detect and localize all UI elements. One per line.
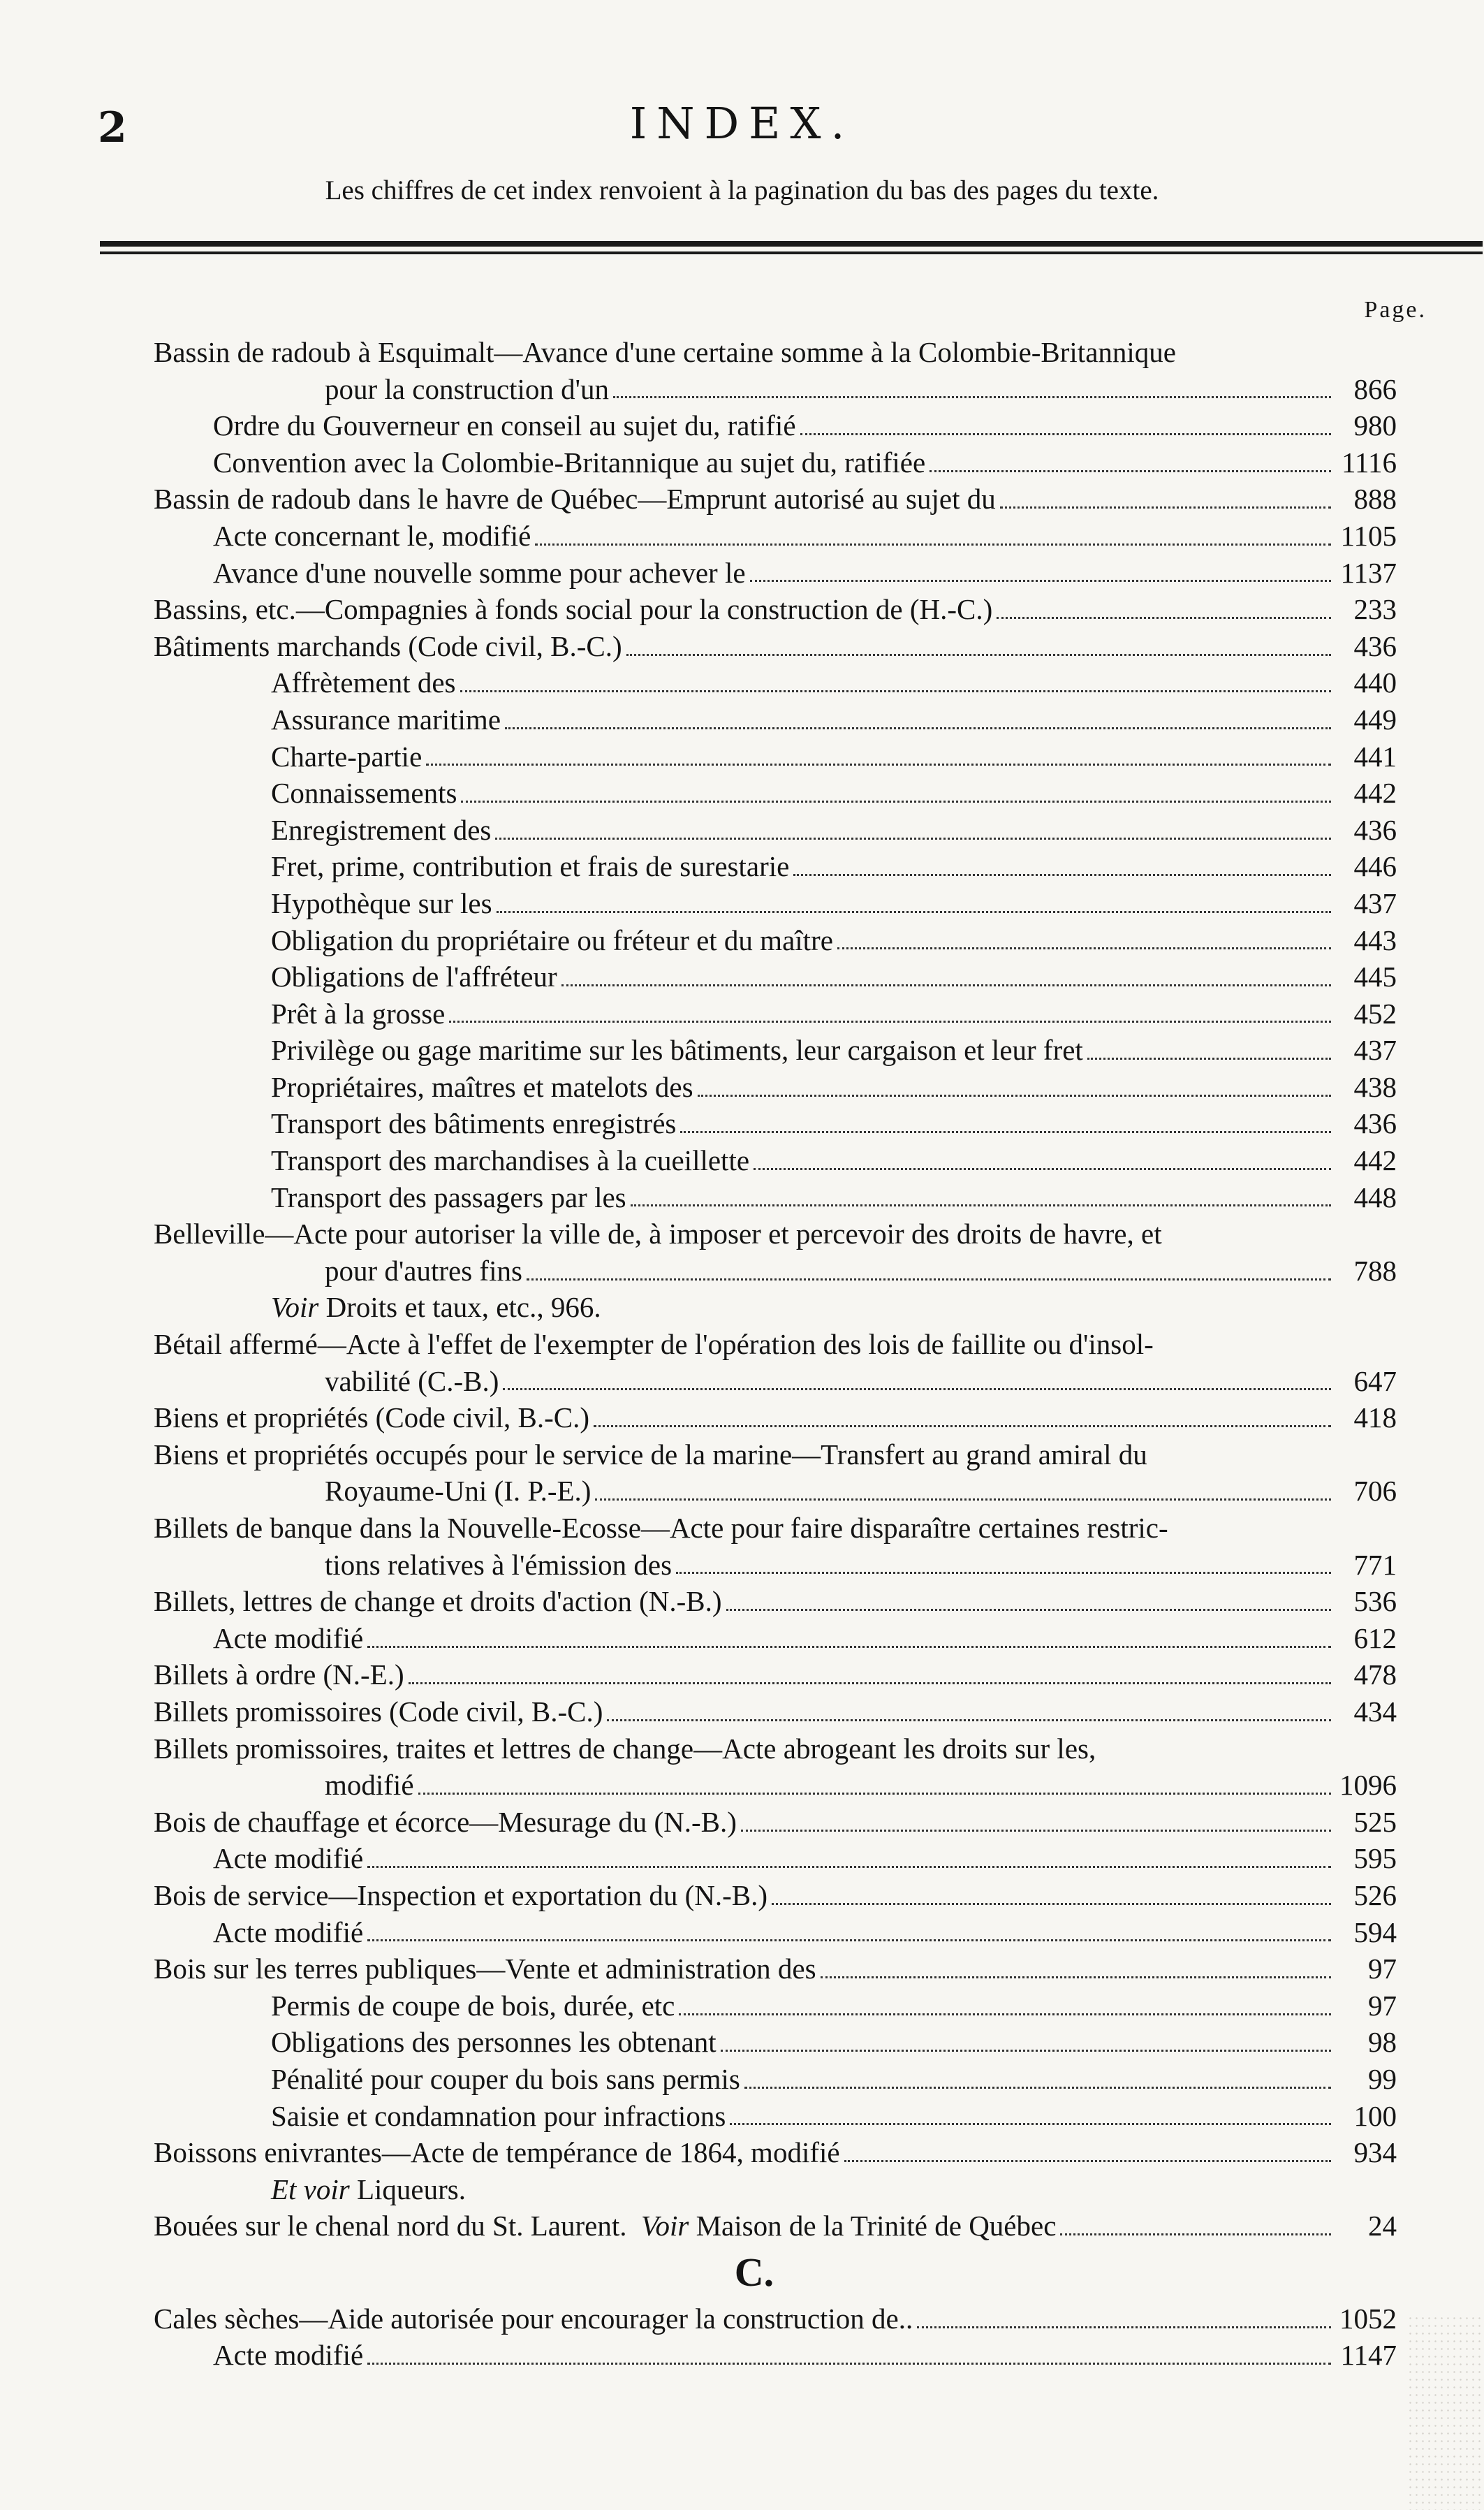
see-reference-target: Maison de la Trinité de Québec [689,2210,1057,2242]
index-entry-line [154,1693,1397,1730]
page-reference: 99 [1368,2062,1397,2095]
page-reference: 448 [1353,1181,1397,1213]
dot-leader [561,984,1331,986]
page-reference: 526 [1353,1878,1397,1911]
index-entry [154,2134,1397,2171]
page-reference: 595 [1353,1842,1397,1875]
index-entry-line [154,1547,1397,1584]
dot-leader [772,1903,1331,1905]
index-entry-label: Ordre du Gouverneur en conseil au sujet du, ratifié [213,409,796,442]
index-entry-label: Billets promissoires (Code civil, B.-C.) [154,1695,603,1728]
index-entry-line [154,701,1397,738]
page-reference: 437 [1353,1034,1397,1067]
dot-leader [844,2160,1331,2162]
dot-leader [449,1021,1331,1023]
index-entry-line [154,1804,1397,1841]
dot-leader [503,1388,1331,1390]
index-entry-label: pour la construction d'un [325,372,610,405]
index-entry [154,518,1397,555]
index-entry-label: Acte modifié [213,2339,364,2372]
dot-leader [997,617,1331,619]
index-entry-label: Acte modifié [213,1621,364,1654]
page-reference: 97 [1368,1953,1397,1985]
index-entry-line [154,555,1397,592]
dot-leader [426,764,1331,766]
page-reference: 97 [1368,1989,1397,2022]
subtitle: Les chiffres de cet index renvoient à la pagination du bas des pages du texte. [325,175,1159,205]
index-entry-line [154,1914,1397,1951]
header-rule-bottom [100,251,1483,254]
page-reference: 536 [1353,1585,1397,1618]
header-rule-top [100,241,1483,247]
index-entry-label: Enregistrement des [271,813,492,846]
index-entry-label: Boissons enivrantes—Acte de tempérance de 1864, modifié [154,2136,840,2169]
page-reference: 706 [1353,1475,1397,1508]
index-entry-label: Bétail affermé—Acte à l'effet de l'exempter de l'opération des lois de faillite ou d'insol- [154,1328,1154,1361]
dot-leader [367,1866,1331,1868]
dot-leader [367,1939,1331,1941]
page-reference: 788 [1353,1254,1397,1287]
index-entry-label: Bassins, etc.—Compagnies à fonds social pour la construction de (H.-C.) [154,593,993,626]
index-entry-label: Billets à ordre (N.-E.) [154,1658,404,1691]
index-entry-line [154,1583,1397,1620]
index-entry-line [154,775,1397,812]
index-entry-line [154,1473,1397,1510]
index-entry-label: Bassin de radoub à Esquimalt—Avance d'une certaine somme à la Colombie-Britannique [154,336,1176,368]
page-reference: 1105 [1340,519,1397,552]
dot-leader [461,801,1331,803]
index-entry [154,995,1397,1033]
index-entry [154,2171,1397,2208]
index-entry [154,848,1397,885]
index-entry-line [154,1253,1397,1290]
index-entry [154,1877,1397,1914]
index-entry [154,444,1397,481]
index-entry-line [154,1289,1397,1326]
dot-leader [730,2123,1331,2125]
index-entry [154,1142,1397,1179]
dot-leader [367,2363,1331,2365]
page-reference: 771 [1353,1548,1397,1581]
index-entry-label: Obligations de l'affréteur [271,961,557,993]
dot-leader [626,654,1331,656]
index-entry-line [154,334,1397,371]
page-reference: 612 [1353,1621,1397,1654]
index-entry-line [154,812,1397,849]
index-entry-line [154,958,1397,995]
page-reference: 442 [1353,1144,1397,1177]
index-entry-line [154,1767,1397,1804]
page-reference: 436 [1353,813,1397,846]
page-reference: 647 [1353,1364,1397,1397]
index-entry-line [154,664,1397,701]
page-reference: 449 [1353,703,1397,736]
index-entry-label: Connaissements [271,777,457,810]
index-entry-label: Fret, prime, contribution et frais de surestarie [271,850,790,883]
index-entry-label: Obligation du propriétaire ou fréteur et du maître [271,924,833,956]
dot-leader [497,911,1331,913]
page-reference: 594 [1353,1916,1397,1948]
index-entry-label: Biens et propriétés (Code civil, B.-C.) [154,1401,589,1434]
index-entry-label: Convention avec la Colombie-Britannique au sujet du, ratifiée [213,446,926,479]
index-entry-line [154,1950,1397,1987]
index-entry-label: Billets, lettres de change et droits d'action (N.-B.) [154,1585,722,1618]
index-entry-line [154,995,1397,1033]
page-reference: 1116 [1342,446,1397,479]
dot-leader [535,543,1331,546]
paper-speckle [1407,2314,1484,2510]
page-reference: 443 [1353,924,1397,956]
index-entry-line [154,1510,1397,1547]
dot-leader [527,1278,1331,1280]
page-reference: 436 [1353,1107,1397,1140]
index-entry [154,2208,1397,2245]
page-reference: 98 [1368,2026,1397,2059]
dot-leader [754,1168,1331,1170]
index-entry-label: Transport des passagers par les [271,1181,626,1213]
index-entry-label: Affrètement des [271,666,456,699]
index-entry-line [154,1032,1397,1069]
index-entry-line [154,885,1397,922]
index-entry-label: Bouées sur le chenal nord du St. Laurent. [154,2210,627,2242]
index-entry-line [154,848,1397,885]
index-entry-line [154,1105,1397,1142]
index-entry-line [154,1326,1397,1363]
page-reference: 866 [1353,372,1397,405]
index-entry [154,1950,1397,1987]
index-entry-line [154,628,1397,665]
dot-leader [837,947,1331,949]
index-entry [154,2300,1397,2337]
index-entry [154,1840,1397,1877]
index-entry [154,334,1397,407]
index-entry-label: Avance d'une nouvelle somme pour achever le [213,556,746,589]
index-entry-line [154,2171,1397,2208]
index-entry [154,1216,1397,1289]
index-entry [154,775,1397,812]
index-entry-line [154,1620,1397,1657]
dot-leader [1060,2233,1331,2235]
index-entry-line [154,1730,1397,1767]
index-entry-label: Hypothèque sur les [271,886,492,919]
index-entry [154,1436,1397,1510]
index-entry-label: Bois sur les terres publiques—Vente et administration des [154,1953,816,1985]
page-reference: 934 [1353,2136,1397,2169]
index-entry [154,591,1397,628]
dot-leader [460,690,1332,692]
section-letter-heading: C. [734,2249,774,2295]
page-reference: 434 [1353,1695,1397,1728]
index-entry-label: Saisie et condamnation pour infractions [271,2099,726,2132]
index-entry [154,1105,1397,1142]
index-entry-line [154,2300,1397,2337]
index-entry [154,1326,1397,1399]
page-reference: 24 [1368,2210,1397,2242]
index-entry [154,885,1397,922]
index-entry-label: Royaume-Uni (I. P.-E.) [325,1475,592,1508]
page-reference: 437 [1353,886,1397,919]
dot-leader [726,1609,1332,1611]
dot-leader [1000,506,1331,509]
index-entry-label: Bois de service—Inspection et exportation du (N.-B.) [154,1878,767,1911]
index-entry-label: Acte concernant le, modifié [213,519,531,552]
page-title: INDEX. [629,98,855,149]
index-entry [154,812,1397,849]
page-reference: 440 [1353,666,1397,699]
index-entry [154,407,1397,444]
index-entry-line [154,1399,1397,1436]
index-entry [154,2337,1397,2374]
index-entry-label: Privilège ou gage maritime sur les bâtiments, leur cargaison et leur fret [271,1034,1083,1067]
index-entry [154,1289,1397,1326]
index-entry-line [154,922,1397,959]
index-entry-line [154,1216,1397,1253]
index-entry-line [154,1069,1397,1106]
dot-leader [698,1095,1331,1097]
index-entry-line [154,591,1397,628]
index-entry-label: Obligations des personnes les obtenant [271,2026,717,2059]
page-reference: 446 [1353,850,1397,883]
index-entry-line [154,2098,1397,2135]
dot-leader [1087,1058,1331,1060]
page-reference: 442 [1353,777,1397,810]
index-entry-line [154,407,1397,444]
index-entry-label: Assurance maritime [271,703,501,736]
dot-leader [367,1646,1331,1648]
see-reference-word: Voir [640,2210,689,2242]
index-entry [154,1069,1397,1106]
index-entry-line [154,1877,1397,1914]
page-reference: 438 [1353,1070,1397,1103]
index-entry [154,1914,1397,1951]
index-entry-label: Bassin de radoub dans le havre de Québec—Emprunt autorisé au sujet du [154,483,996,516]
dot-leader [607,1719,1331,1721]
index-entry-line [154,371,1397,408]
see-reference-word: Voir [271,1291,319,1324]
page-reference: 233 [1353,593,1397,626]
index-entry-line [154,2061,1397,2098]
page-reference: 1147 [1340,2339,1397,2372]
dot-leader [631,1204,1331,1206]
page-reference: 418 [1353,1401,1397,1434]
index-entry [154,1032,1397,1069]
page-reference: 100 [1353,2099,1397,2132]
index-entry-label: Liqueurs. [356,2173,466,2205]
dot-leader [594,1425,1331,1427]
page-reference: 441 [1353,740,1397,773]
page-reference: 1096 [1339,1769,1397,1802]
index-entry-line [154,1656,1397,1693]
index-entry-label: Droits et taux, etc., 966. [325,1291,601,1324]
index-entry-line [154,1142,1397,1179]
page-reference: 445 [1353,961,1397,993]
page-reference: 980 [1353,409,1397,442]
dot-leader [721,2050,1331,2052]
index-entry [154,555,1397,592]
dot-leader [505,727,1331,729]
index-entry-label: Bâtiments marchands (Code civil, B.-C.) [154,629,622,662]
dot-leader [409,1682,1331,1684]
page-reference: 1052 [1339,2302,1397,2335]
index-entry-line [154,481,1397,518]
page-column-label: Page. [1364,297,1427,323]
page-reference: 478 [1353,1658,1397,1691]
index-entry-line [154,2134,1397,2171]
index-entry-label: Propriétaires, maîtres et matelots des [271,1070,693,1103]
index-entry [154,1179,1397,1216]
see-reference-word: Et voir [271,2173,350,2205]
dot-leader [821,1976,1331,1978]
index-entry-label: Acte modifié [213,1916,364,1948]
index-entry-label: Cales sèches—Aide autorisée pour encourager la construction de.. [154,2302,913,2335]
index-entry [154,628,1397,665]
index-entry [154,2098,1397,2135]
index-entry-label: modifié [325,1769,414,1802]
index-entry-line [154,1436,1397,1473]
dot-leader [679,2013,1331,2015]
page-reference: 436 [1353,629,1397,662]
index-entry [154,738,1397,775]
dot-leader [495,838,1331,840]
index-entry-label: Acte modifié [213,1842,364,1875]
index-entry-label: Prêt à la grosse [271,997,446,1030]
index-entry-line [154,1840,1397,1877]
index-entry [154,1583,1397,1620]
index-entry [154,922,1397,959]
index-entry-line [154,738,1397,775]
index-entry-label: Billets de banque dans la Nouvelle-Ecosse—Acte pour faire disparaître certaines restric- [154,1512,1168,1544]
dot-leader [680,1131,1331,1133]
index-entry-label: vabilité (C.-B.) [325,1364,499,1397]
index-entry [154,2024,1397,2061]
index-entry [154,701,1397,738]
index-entries [154,334,1397,2374]
dot-leader [744,2087,1331,2089]
index-entry-line [154,518,1397,555]
index-entry [154,1399,1397,1436]
page-reference: 888 [1353,483,1397,516]
dot-leader [930,470,1331,472]
index-entry-label: Permis de coupe de bois, durée, etc [271,1989,675,2022]
index-entry [154,1693,1397,1730]
index-entry [154,1730,1397,1804]
index-entry-label: Transport des marchandises à la cueillette [271,1144,750,1177]
index-entry-line [154,444,1397,481]
index-entry-label: Belleville—Acte pour autoriser la ville de, à imposer et percevoir des droits de havre, et [154,1218,1162,1250]
index-entry [154,664,1397,701]
index-entry-label: Bois de chauffage et écorce—Mesurage du (N.-B.) [154,1805,737,1838]
dot-leader [800,433,1331,435]
index-entry-label: Billets promissoires, traites et lettres de change—Acte abrogeant les droits sur les, [154,1732,1096,1765]
page-number: 2 [98,103,127,152]
index-entry [154,1620,1397,1657]
dot-leader [613,396,1331,398]
index-entry-line [154,1987,1397,2024]
index-entry-label: Charte-partie [271,740,423,773]
index-entry-line [154,2337,1397,2374]
dot-leader [917,2326,1331,2328]
index-entry-line [154,1179,1397,1216]
page-reference: 452 [1353,997,1397,1030]
index-entry-label: pour d'autres fins [325,1254,522,1287]
dot-leader [750,580,1331,582]
page-reference: 525 [1353,1805,1397,1838]
index-entry-line [154,2024,1397,2061]
index-entry [154,958,1397,995]
dot-leader [418,1793,1331,1795]
index-entry [154,1510,1397,1583]
index-entry [154,1656,1397,1693]
dot-leader [741,1830,1331,1832]
index-entry-label: tions relatives à l'émission des [325,1548,673,1581]
index-entry-line [154,2208,1397,2245]
index-entry [154,2061,1397,2098]
index-entry-label: Transport des bâtiments enregistrés [271,1107,677,1140]
index-entry-label: Biens et propriétés occupés pour le service de la marine—Transfert au grand amiral du [154,1438,1147,1471]
index-entry [154,1804,1397,1841]
dot-leader [595,1498,1331,1501]
index-entry-line [154,1363,1397,1400]
index-entry-label: Pénalité pour couper du bois sans permis [271,2062,740,2095]
index-entry [154,1987,1397,2024]
dot-leader [793,874,1331,876]
page-reference: 1137 [1340,556,1397,589]
dot-leader [676,1572,1331,1574]
index-entry [154,481,1397,518]
